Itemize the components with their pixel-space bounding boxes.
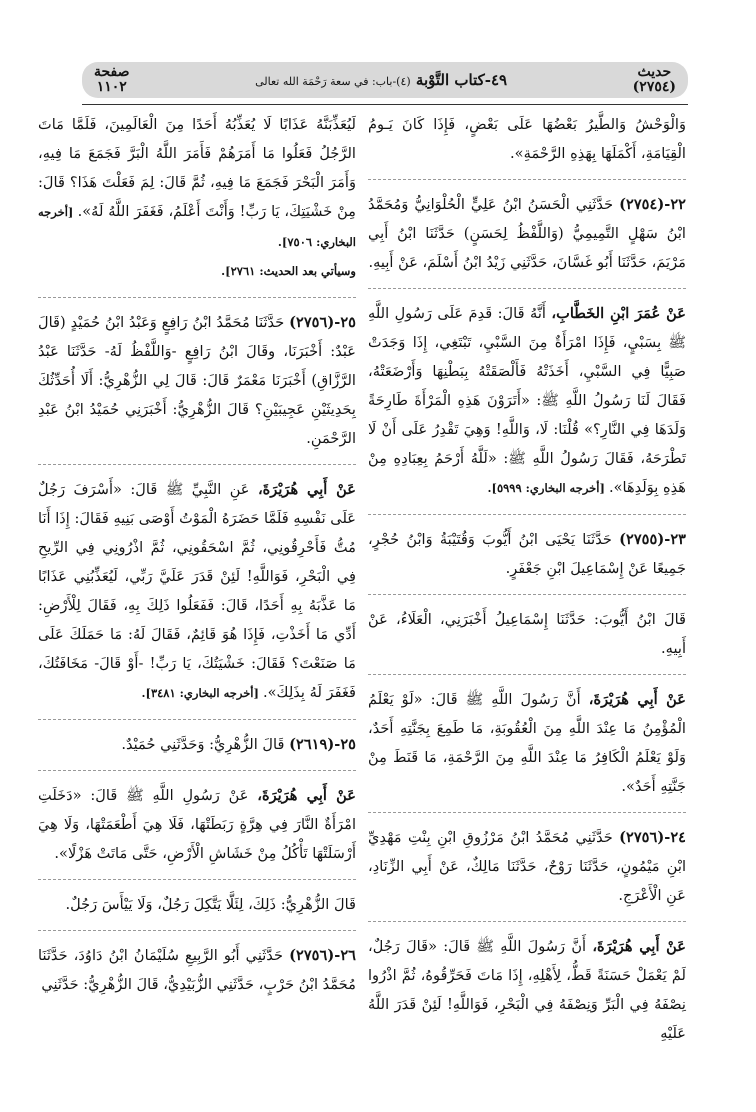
- hadith-number: ٢٣-(٢٧٥٥): [619, 531, 686, 548]
- paragraph-divider: [368, 674, 686, 675]
- hadith-paragraph: [38, 941, 356, 999]
- page-number-box: [94, 65, 130, 95]
- page-header: [82, 62, 688, 98]
- right-column: [368, 110, 686, 1059]
- hadith-paragraph: [38, 730, 356, 759]
- hadith-label: حديث: [637, 64, 672, 80]
- narrator-name: عَنْ أَبِي هُرَيْرَةَ،: [592, 938, 686, 955]
- page-number: ١١٠٢: [96, 79, 127, 95]
- paragraph-divider: [368, 921, 686, 922]
- source-reference: [أخرجه البخاري: ٣٤٨١].: [141, 686, 263, 700]
- hadith-number: ٢٥-(٢٧٥٦): [289, 314, 356, 331]
- paragraph-divider: [38, 879, 356, 880]
- hadith-paragraph: [368, 685, 686, 801]
- hadith-number-box: [633, 65, 676, 95]
- hadith-text: عَنْ رَسُولِ اللَّهِ ﷺ قَالَ: «دَخَلَتِ امْرَأَةٌ النَّارَ فِي هِرَّةٍ رَبَطَتْهَا، فَلَا هِيَ أَطْعَمَتْهَا، وَلَا هِيَ أَرْسَلَتْهَا تَأْكُلُ مِنْ خَشَاشِ الْأَرْضِ، حَتَّى مَاتَتْ هَزْلًا».: [38, 787, 356, 862]
- narrator-name: عَنْ أَبِي هُرَيْرَةَ،: [257, 787, 356, 804]
- hadith-paragraph: [38, 308, 356, 453]
- chapter-title: (٤)-باب: في سعة رَحْمَة الله تعالى: [255, 75, 411, 88]
- cross-reference-note: وسيأتي بعد الحديث: ٢٧٦١].: [221, 264, 356, 278]
- hadith-paragraph: [38, 475, 356, 708]
- hadith-text: أَنَّهُ قَالَ: قَدِمَ عَلَى رَسُولِ اللَّهِ ﷺ بِسَبْيٍ، فَإِذَا امْرَأَةٌ مِنَ السَّبْيِ، تَبْتَغِي، إِذَا وَجَدَتْ صَبِيًّا فِي السَّبْيِ، أَخَذَتْهُ فَأَلْصَقَتْهُ بِبَطْنِهَا وَأَرْضَعَتْهُ، فَقَالَ لَنَا رَسُولُ اللَّهِ ﷺ: «أَتَرَوْنَ هَذِهِ الْمَرْأَةَ طَارِحَةً وَلَدَهَا فِي النَّارِ؟» قُلْنَا: لَا، وَاللَّهِ! وَهِيَ تَقْدِرُ عَلَى أَنْ لَا تَطْرَحَهُ، فَقَالَ رَسُولُ اللَّهِ ﷺ: «لَلَّهُ أَرْحَمُ بِعِبَادِهِ مِنْ هَذِهِ بِوَلَدِهَا».: [368, 305, 686, 496]
- paragraph-divider: [38, 464, 356, 465]
- hadith-paragraph: [38, 890, 356, 919]
- hadith-paragraph: [368, 932, 686, 1048]
- hadith-paragraph: [368, 823, 686, 910]
- hadith-text: لَيُعَذِّبَنَّهُ عَذَابًا لَا يُعَذِّبُهُ أَحَدًا مِنَ الْعَالَمِينَ، فَلَمَّا مَاتَ الرَّجُلُ فَعَلُوا مَا أَمَرَهُمْ فَأَمَرَ اللَّهُ الْبَرَّ فَجَمَعَ مَا فِيهِ، وَأَمَرَ الْبَحْرَ فَجَمَعَ مَا فِيهِ، ثُمَّ قَالَ: لِمَ فَعَلْتَ هَذَا؟ قَالَ: مِنْ خَشْيَتِكَ، يَا رَبِّ! وَأَنْتَ أَعْلَمُ، فَغَفَرَ اللَّهُ لَهُ».: [38, 116, 357, 220]
- hadith-paragraph: [368, 190, 686, 277]
- hadith-text: حَدَّثَنِي مُحَمَّدُ ابْنُ مَرْزُوقِ ابْنِ بِنْتِ مَهْدِيِّ ابْنِ مَيْمُونٍ، حَدَّثَنَا رَوْحٌ، حَدَّثَنَا مَالِكٌ، عَنْ أَبِي الزِّنَادِ، عَنِ الْأَعْرَجِ.: [368, 829, 686, 904]
- left-column: [38, 110, 356, 1010]
- hadith-text: حَدَّثَنِي أَبُو الرَّبِيعِ سُلَيْمَانُ ابْنُ دَاوُدَ، حَدَّثَنَا مُحَمَّدُ ابْنُ حَرْبٍ، حَدَّثَنِي الزُّبَيْدِيُّ، قَالَ الزُّهْرِيُّ: حَدَّثَنِي: [38, 947, 356, 993]
- hadith-paragraph: [38, 110, 356, 286]
- book-title: ٤٩-كتاب التَّوْبة: [415, 71, 508, 89]
- paragraph-divider: [368, 812, 686, 813]
- hadith-paragraph: [368, 299, 686, 503]
- narrator-name: عَنْ عُمَرَ ابْنِ الخَطَّابِ،: [551, 305, 686, 322]
- hadith-paragraph: [38, 781, 356, 868]
- hadith-text: قَالَ الزُّهْرِيُّ: ذَلِكَ، لِئَلَّا يَتَّكِلَ رَجُلٌ، وَلَا يَيْأَسَ رَجُلٌ.: [65, 896, 356, 913]
- hadith-text: حَدَّثَنَا مُحَمَّدُ ابْنُ رَافِعٍ وَعَبْدُ ابْنُ حُمَيْدٍ (قَالَ عَبْدٌ: أَخْبَرَنَا، وقَالَ ابْنُ رَافِعٍ -وَاللَّفْظُ لَهُ- حَدَّثَنَا عَبْدُ الرَّزَّاقِ) أَخْبَرَنَا مَعْمَرٌ قَالَ: قَالَ لِي الزُّهْرِيُّ: أَلَا أُحَدِّثُكَ بِحَدِيثَيْنِ عَجِيبَيْنِ؟ قَالَ الزُّهْرِيُّ: أَخْبَرَنِي حُمَيْدُ ابْنُ عَبْدِ الرَّحْمَنِ.: [38, 314, 356, 447]
- narrator-name: عَنْ أَبِي هُرَيْرَةَ،: [588, 691, 687, 708]
- hadith-number: ٢٤-(٢٧٥٦): [619, 829, 686, 846]
- hadith-text: أَنَّ رَسُولَ اللَّهِ ﷺ قَالَ: «قَالَ رَجُلٌ، لَمْ يَعْمَلْ حَسَنَةً قَطُّ، لِأَهْلِهِ، إِذَا مَاتَ فَحَرِّقُوهُ، ثُمَّ اذْرُوا نِصْفَهُ فِي الْبَرِّ وَنِصْفَهُ فِي الْبَحْرِ، فَوَاللَّهِ! لَئِنْ قَدَرَ اللَّهُ عَلَيْهِ: [368, 938, 686, 1042]
- header-divider: [82, 104, 688, 105]
- source-reference: [أخرجه البخاري: ٧٥٠٦].: [38, 205, 356, 249]
- paragraph-divider: [38, 297, 356, 298]
- hadith-paragraph: [368, 110, 686, 168]
- book-chapter-title: [255, 71, 507, 89]
- paragraph-divider: [38, 770, 356, 771]
- paragraph-divider: [368, 594, 686, 595]
- hadith-text: قَالَ ابْنُ أَيُّوبَ: حَدَّثَنَا إِسْمَاعِيلُ أَخْبَرَنِي، الْعَلَاءُ، عَنْ أَبِيهِ.: [368, 611, 686, 657]
- hadith-text: وَالْوَحْشُ وَالطَّيرُ بَعْضُهَا عَلَى بَعْضٍ، فَإِذَا كَانَ يَـومُ الْقِيَامَةِ، أَكْمَلَهَا بِهَذِهِ الرَّحْمَةِ».: [368, 116, 686, 162]
- hadith-range: (٢٧٥٤): [632, 79, 676, 95]
- paragraph-divider: [38, 719, 356, 720]
- hadith-text: حَدَّثَنِي الْحَسَنُ ابْنُ عَلِيٍّ الْحُلْوَانِيُّ وَمُحَمَّدُ ابْنُ سَهْلٍ التَّمِيمِيُّ (وَاللَّفْظُ لِحَسَنٍ) حَدَّثَنَا ابْنُ أَبِي مَرْيَمَ، حَدَّثَنَا أَبُو غَسَّانَ، حَدَّثَنِي زَيْدُ ابْنُ أَسْلَمَ، عَنْ أَبِيهِ.: [368, 196, 686, 271]
- hadith-text: حَدَّثَنَا يَحْيَى ابْنُ أَيُّوبَ وَقُتَيْبَةُ وَابْنُ حُجْرٍ، جَمِيعًا عَنْ إِسْمَاعِيلَ ابْنِ جَعْفَرٍ.: [368, 531, 686, 577]
- hadith-number: ٢٥-(٢٦١٩): [289, 736, 356, 753]
- paragraph-divider: [368, 514, 686, 515]
- page-label: صفحة: [94, 64, 130, 80]
- paragraph-divider: [38, 930, 356, 931]
- hadith-text: قَالَ الزُّهْرِيُّ: وَحَدَّثَنِي حُمَيْدٌ.: [121, 736, 290, 753]
- hadith-number: ٢٢-(٢٧٥٤): [619, 196, 686, 213]
- hadith-paragraph: [368, 525, 686, 583]
- narrator-name: عَنْ أَبِي هُرَيْرَةَ،: [257, 481, 356, 498]
- hadith-paragraph: [368, 605, 686, 663]
- source-reference: [أخرجه البخاري: ٥٩٩٩].: [487, 481, 609, 495]
- hadith-text: أَنَّ رَسُولَ اللَّهِ ﷺ قَالَ: «لَوْ يَعْلَمُ الْمُؤْمِنُ مَا عِنْدَ اللَّهِ مِنَ الْعُقُوبَةِ، مَا طَمِعَ بِجَنَّتِهِ أَحَدٌ، وَلَوْ يَعْلَمُ الْكَافِرُ مَا عِنْدَ اللَّهِ مِنَ الرَّحْمَةِ، مَا قَنَطَ مِنْ جَنَّتِهِ أَحَدٌ».: [368, 691, 686, 795]
- paragraph-divider: [368, 288, 686, 289]
- hadith-number: ٢٦-(٢٧٥٦): [289, 947, 356, 964]
- paragraph-divider: [368, 179, 686, 180]
- hadith-text: عَنِ النَّبِيِّ ﷺ قَالَ: «أَسْرَفَ رَجُلٌ عَلَى نَفْسِهِ فَلَمَّا حَضَرَهُ الْمَوْتُ أَوْصَى بَنِيهِ فَقَالَ: إِذَا أَنَا مُتُّ فَأَحْرِقُونِي، ثُمَّ اسْحَقُونِي، ثُمَّ اذْرُونِي فِي الرِّيحِ فِي الْبَحْرِ، فَوَاللَّهِ! لَئِنْ قَدَرَ عَلَيَّ رَبِّي، لَيُعَذِّبُنِي عَذَابًا مَا عَذَّبَهُ بِهِ أَحَدًا، قَالَ: فَفَعَلُوا ذَلِكَ بِهِ، فَقَالَ لِلْأَرْضِ: أَدِّي مَا أَخَذْتِ، فَإِذَا هُوَ قَائِمٌ، فَقَالَ لَهُ: مَا حَمَلَكَ عَلَى مَا صَنَعْتَ؟ فَقَالَ: خَشْيَتُكَ، يَا رَبِّ! -أَوْ قَالَ- مَخَافَتُكَ، فَغَفَرَ لَهُ بِذَلِكَ».: [38, 481, 356, 701]
